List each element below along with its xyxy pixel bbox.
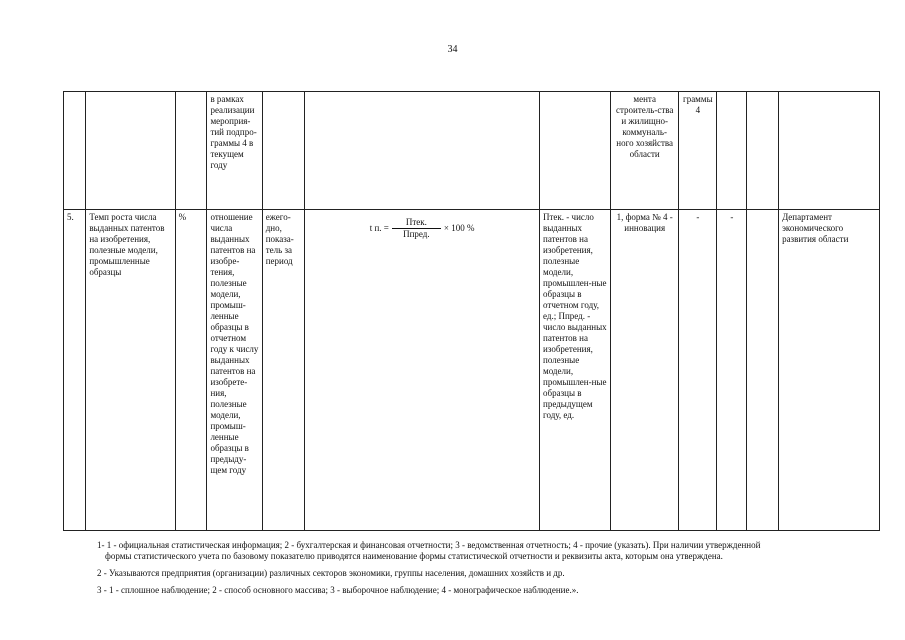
table-cell: - xyxy=(679,210,717,531)
table-row xyxy=(64,92,880,210)
formula-lhs: t п. = xyxy=(369,223,389,233)
variables-cell: Птек. - число выданных патентов на изобретения, полезные модели, промышлен-ные образцы в отчетном году, ед.; Ппред. - число выданных патентов на изобретения, полезные модели, промышлен-ные образцы в предыдущем году, ед. xyxy=(540,210,611,531)
page-number: 34 xyxy=(447,44,458,55)
footnote xyxy=(97,585,887,596)
indicator-name-cell: Темп роста числа выданных патентов на изобретения, полезные модели, промышленные образцы xyxy=(86,210,175,531)
footnote-continuation: формы статистического учета по базовому показателю приводятся наименование формы статистической отчетности и реквизиты акта, которым она утверждена. xyxy=(105,551,723,561)
formula-denominator: Ппред. xyxy=(403,229,430,239)
table-cell xyxy=(64,92,86,210)
footnote-text: 2 - Указываются предприятия (организации) различных секторов экономики, группы населения, домашних хозяйств и др. xyxy=(97,568,565,578)
footnote xyxy=(97,568,887,579)
footnote-text: 3 - 1 - сплошное наблюдение; 2 - способ основного массива; 3 - выборочное наблюдение; 4 - монографическое наблюдение.». xyxy=(97,585,579,595)
formula xyxy=(308,217,536,240)
period-cell: ежего-дно, показа-тель за период xyxy=(262,210,305,531)
footnotes xyxy=(97,540,887,602)
formula-rhs: × 100 % xyxy=(443,223,475,233)
table-cell xyxy=(747,210,779,531)
table-cell: - xyxy=(717,210,747,531)
table-cell xyxy=(305,92,540,210)
table-cell xyxy=(717,92,747,210)
unit-cell: % xyxy=(175,210,207,531)
table-row xyxy=(64,210,880,531)
table-cell xyxy=(779,92,880,210)
definition-cell: отношение числа выданных патентов на изобре-тения, полезные модели, промыш-ленные образцы в отчетном году к числу выданных патентов на изобрете-ния, полезные модели, промыш-ленные образцы в предыду-щем году xyxy=(207,210,262,531)
table-cell xyxy=(747,92,779,210)
footnote xyxy=(97,540,887,562)
table-cell: граммы 4 xyxy=(679,92,717,210)
footnote-text: 1- 1 - официальная статистическая информация; 2 - бухгалтерская и финансовая отчетности; 3 - ведомственная отчетность; 4 - прочие (указать). При наличии утвержденной xyxy=(97,540,761,550)
source-cell: мента строитель-ства и жилищно-коммуналь-ного хозяйства области xyxy=(611,92,679,210)
source-cell: 1, форма № 4 - инновация xyxy=(611,210,679,531)
indicator-table xyxy=(63,91,880,531)
row-number-cell: 5. xyxy=(64,210,86,531)
table-cell xyxy=(175,92,207,210)
definition-cell: в рамках реализации мероприя-тий подпро-граммы 4 в текущем году xyxy=(207,92,262,210)
responsible-dept-cell: Департамент экономического развития области xyxy=(779,210,880,531)
formula-fraction xyxy=(392,217,441,240)
table-cell xyxy=(540,92,611,210)
table-cell xyxy=(86,92,175,210)
formula-numerator: Птек. xyxy=(392,217,441,229)
formula-cell xyxy=(305,210,540,531)
table-cell xyxy=(262,92,305,210)
